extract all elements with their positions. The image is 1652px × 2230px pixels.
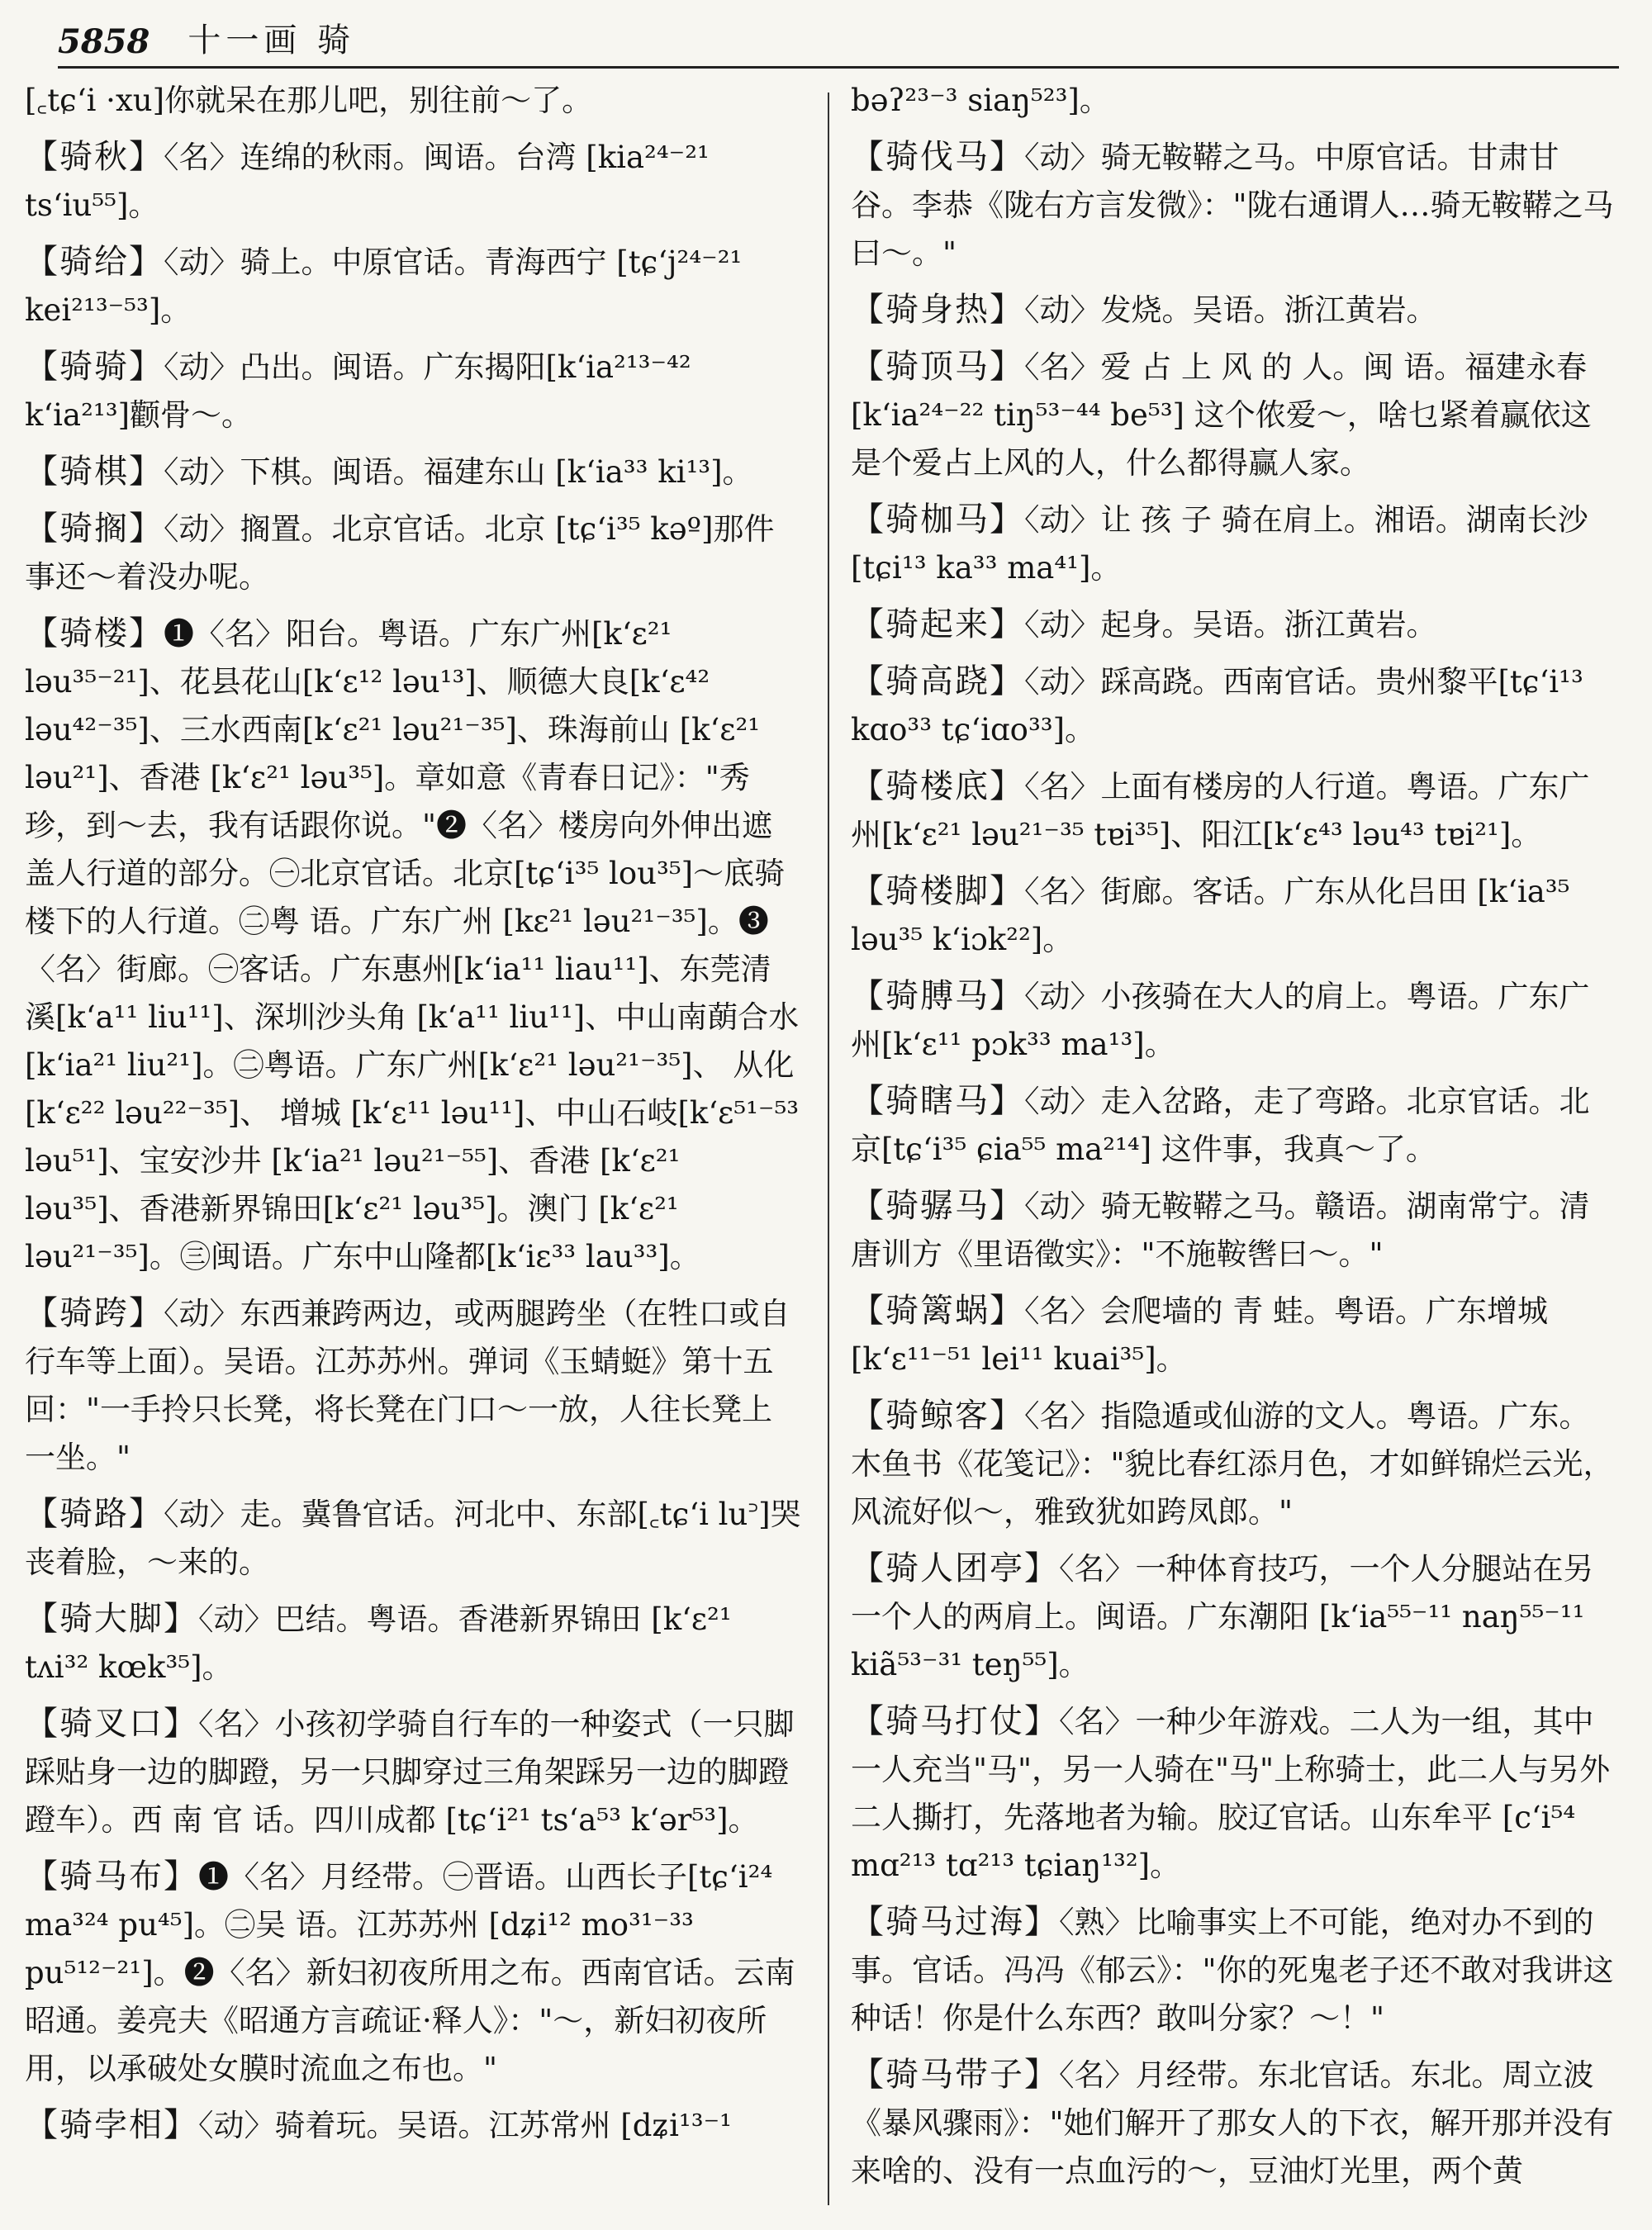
dictionary-entry <box>25 238 801 334</box>
entry-headword: 【骑楼脚】 <box>851 872 1024 910</box>
column-divider <box>828 93 829 2205</box>
entry-headword: 【骑路】 <box>25 1495 164 1533</box>
entry-headword: 【骑搁】 <box>25 510 164 548</box>
entry-headword: 【骑楼】 <box>25 614 164 652</box>
dictionary-entry <box>851 1697 1619 1890</box>
entry-text: 〈动〉东西兼跨两边，或两腿跨坐（在牲口或自行车等上面）。吴语。江苏苏州。弹词《玉蜻蜓》第十五回："一手拎只长凳，将长凳在门口～一放，人往长凳上一坐。" <box>25 1296 790 1475</box>
entry-text: 〈动〉踩高跷。西南官话。贵州黎平[tɕʻi¹³ kɑo³³ tɕʻiɑo³³]。 <box>851 664 1583 747</box>
entry-headword: 【骑秋】 <box>25 138 164 176</box>
dictionary-entry <box>851 343 1619 487</box>
entry-text: 〈名〉月经带。东北官话。东北。周立波《暴风骤雨》："她们解开了那女人的下衣，解开那并没有来啥的、没有一点血污的～，豆油灯光里，两个黄 <box>851 2057 1614 2189</box>
entry-text: ❶〈名〉月经带。㊀晋语。山西长子[tɕʻi²⁴ ma³²⁴ pu⁴⁵]。㊁吴 语。江苏苏州 [dʑi¹² mo³¹⁻³³ pu⁵¹²⁻²¹]。❷〈名〉新妇初夜所用之布。西南官话。云南昭通。姜亮夫《昭通方言疏证·释人》："～，新妇初夜所用，以承破处女膜时流血之布也。" <box>25 1859 795 2086</box>
entry-text: 〈动〉让 孩 子 骑在肩上。湘语。湖南长沙[tɕi¹³ ka³³ ma⁴¹]。 <box>851 502 1588 586</box>
entry-headword: 【骑伐马】 <box>851 138 1024 176</box>
entry-headword: 【骑马打仗】 <box>851 1702 1059 1740</box>
dictionary-entry <box>851 600 1619 649</box>
entry-text: 〈名〉一种少年游戏。二人为一组，其中一人充当"马"，另一人骑在"马"上称骑士，此二人与另外二人撕打，先落地者为输。胶辽官话。山东牟平 [cʻi⁵⁴ mɑ²¹³ tɑ²¹³ tɕiaŋ¹³²]。 <box>851 1704 1611 1883</box>
entry-headword: 【骑棋】 <box>25 453 164 491</box>
entry-text: 〈动〉搁置。北京官话。北京 [tɕʻi³⁵ kəº]那件事还～着没办呢。 <box>25 511 775 595</box>
entry-headword: 【骑起来】 <box>851 605 1024 643</box>
section-title: 十一画 骑 <box>188 21 356 59</box>
dictionary-entry <box>25 133 801 230</box>
entry-headword: 【骑枷马】 <box>851 501 1024 539</box>
entry-text: 〈动〉下棋。闽语。福建东山 [kʻia³³ ki¹³]。 <box>164 454 753 490</box>
entry-text: 〈名〉指隐遁或仙游的文人。粤语。广东。木鱼书《花笺记》："貌比春红添月色，才如鲜锦烂云光，风流好似～，雅致犹如跨凤郎。" <box>851 1398 1614 1530</box>
entry-text: 〈熟〉比喻事实上不可能，绝对办不到的事。官话。冯冯《郁云》："你的死鬼老子还不敢对我讲这种话！你是什么东西？敢叫分家？～！" <box>851 1905 1614 2036</box>
entry-text: 〈动〉凸出。闽语。广东揭阳[kʻia²¹³⁻⁴² kʻia²¹³]颧骨～。 <box>25 349 691 433</box>
entry-headword: 【骑楼底】 <box>851 767 1024 805</box>
dictionary-entry <box>25 610 801 1281</box>
entry-headword: 【骑人团亭】 <box>851 1549 1059 1587</box>
dictionary-entry <box>851 1182 1619 1279</box>
dictionary-entry <box>25 448 801 496</box>
entry-headword: 【骑叉口】 <box>25 1705 198 1743</box>
dictionary-entry <box>851 762 1619 859</box>
entry-text: 〈名〉会爬墙的 青 蛙。粤语。广东增城[kʻɛ¹¹⁻⁵¹ lei¹¹ kuai³⁵]。 <box>851 1293 1549 1377</box>
dictionary-entry <box>25 1490 801 1587</box>
entry-text: 〈名〉一种体育技巧，一个人分腿站在另一个人的两肩上。闽语。广东潮阳 [kʻia⁵⁵⁻¹¹ naŋ⁵⁵⁻¹¹ kiã⁵³⁻³¹ teŋ⁵⁵]。 <box>851 1551 1594 1682</box>
page-header <box>58 12 1619 69</box>
entry-text: 〈动〉巴结。粤语。香港新界锦田 [kʻɛ²¹ tʌi³² kœk³⁵]。 <box>25 1601 732 1685</box>
dictionary-entry <box>851 496 1619 592</box>
dictionary-entry <box>25 1853 801 2093</box>
entry-text: 〈名〉爱 占 上 风 的 人。闽 语。福建永春[kʻia²⁴⁻²² tiŋ⁵³⁻⁴⁴ be⁵³] 这个侬爱～，啥乜紧着赢依这是个爱占上风的人，什么都得赢人家。 <box>851 349 1592 481</box>
dictionary-entry <box>25 505 801 601</box>
entry-text: 〈动〉骑无鞍鞯之马。中原官话。甘肃甘谷。李恭《陇右方言发微》："陇右通谓人…骑无鞍鞯之马曰～。" <box>851 140 1614 271</box>
entry-headword: 【骑鲸客】 <box>851 1397 1024 1435</box>
dictionary-entry <box>851 1898 1619 2043</box>
dictionary-entry <box>851 133 1619 278</box>
entry-text: 〈名〉上面有楼房的人行道。粤语。广东广州[kʻɛ²¹ ləu²¹⁻³⁵ tɐi³⁵]、阳江[kʻɛ⁴³ ləu⁴³ tɐi²¹]。 <box>851 769 1590 852</box>
entry-headword: 【骑马过海】 <box>851 1903 1059 1941</box>
entry-headword: 【骑高跷】 <box>851 662 1024 700</box>
entry-headword: 【骑身热】 <box>851 291 1024 329</box>
entry-text: 〈动〉骑着玩。吴语。江苏常州 [dʑi¹³⁻¹ <box>198 2108 732 2143</box>
entry-headword: 【骑骑】 <box>25 348 164 386</box>
entry-headword: 【骑马布】 <box>25 1858 198 1896</box>
entry-text: 〈动〉小孩骑在大人的肩上。粤语。广东广州[kʻɛ¹¹ pɔk³³ ma¹³]。 <box>851 979 1590 1062</box>
entry-text: ❶〈名〉阳台。粤语。广东广州[kʻɛ²¹ ləu³⁵⁻²¹]、花县花山[kʻɛ¹² ləu¹³]、顺德大良[kʻɛ⁴² ləu⁴²⁻³⁵]、三水西南[kʻɛ²¹ ləu²¹⁻³⁵]、珠海前山 [kʻɛ²¹ ləu²¹]、香港 [kʻɛ²¹ ləu³⁵]。章如意《青春日记》："秀珍，到～去，我有话跟你说。"❷〈名〉楼房向外伸出遮盖人行道的部分。㊀北京官话。北京[tɕʻi³⁵ lou³⁵]～底骑楼下的人行道。㊁粤 语。广东广州 [kɛ²¹ ləu²¹⁻³⁵]。❸〈名〉街廊。㊀客话。广东惠州[kʻia¹¹ liau¹¹]、东莞清溪[kʻa¹¹ liu¹¹]、深圳沙头角 [kʻa¹¹ liu¹¹]、中山南蓢合水[kʻia²¹ liu²¹]。㊁粤语。广东广州[kʻɛ²¹ ləu²¹⁻³⁵]、 从化 [kʻɛ²² ləu²²⁻³⁵]、 增城 [kʻɛ¹¹ ləu¹¹]、中山石岐[kʻɛ⁵¹⁻⁵³ ləu⁵¹]、宝安沙井 [kʻia²¹ ləu²¹⁻⁵⁵]、香港 [kʻɛ²¹ ləu³⁵]、香港新界锦田[kʻɛ²¹ ləu³⁵]。澳门 [kʻɛ²¹ ləu²¹⁻³⁵]。㊂闽语。广东中山隆都[kʻiɛ³³ lau³³]。 <box>25 616 800 1274</box>
entry-headword: 【骑瞎马】 <box>851 1082 1024 1120</box>
dictionary-entry <box>851 1077 1619 1174</box>
dictionary-entry <box>851 867 1619 964</box>
dictionary-entry <box>851 286 1619 334</box>
dictionary-entry <box>851 972 1619 1069</box>
dictionary-entry <box>851 1392 1619 1536</box>
entry-headword: 【骑大脚】 <box>25 1600 198 1638</box>
dictionary-entry <box>25 343 801 439</box>
dictionary-entry <box>851 1287 1619 1383</box>
entry-text: 〈动〉骑无鞍鞯之马。赣语。湖南常宁。清唐训方《里语徵实》："不施鞍辔曰～。" <box>851 1189 1590 1272</box>
entry-text: 〈名〉连绵的秋雨。闽语。台湾 [kia²⁴⁻²¹ tsʻiu⁵⁵]。 <box>25 140 710 223</box>
page-number: 5858 <box>58 22 150 61</box>
dictionary-entry <box>25 2101 801 2150</box>
entry-headword: 【骑膊马】 <box>851 977 1024 1015</box>
dictionary-entry <box>25 1595 801 1691</box>
dictionary-entry <box>851 657 1619 754</box>
entry-headword: 【骑马带子】 <box>851 2056 1059 2094</box>
entry-headword: 【骑给】 <box>25 243 164 281</box>
entry-headword: 【骑篱蜗】 <box>851 1292 1024 1330</box>
dictionary-entry <box>851 76 1619 125</box>
entry-text: [꜀tɕʻi ·xu]你就呆在那儿吧，别往前～了。 <box>25 83 593 118</box>
entry-headword: 【骑跨】 <box>25 1294 164 1332</box>
entry-headword: 【骑孛相】 <box>25 2106 198 2144</box>
entry-text: bəʔ²³⁻³ siaŋ⁵²³]。 <box>851 83 1110 118</box>
dictionary-entry <box>851 2051 1619 2195</box>
right-column <box>851 76 1619 2230</box>
entry-text: 〈动〉起身。吴语。浙江黄岩。 <box>1024 607 1437 643</box>
entry-text: 〈名〉小孩初学骑自行车的一种姿式（一只脚踩贴身一边的脚蹬，另一只脚穿过三角架踩另一边的脚蹬蹬车）。西 南 官 话。四川成都 [tɕʻi²¹ tsʻa⁵³ kʻər⁵³]。 <box>25 1706 795 1838</box>
entry-text: 〈动〉骑上。中原官话。青海西宁 [tɕʻj²⁴⁻²¹ kei²¹³⁻⁵³]。 <box>25 244 743 328</box>
left-column <box>25 76 801 2230</box>
dictionary-entry <box>25 1700 801 1844</box>
dictionary-entry <box>851 1544 1619 1689</box>
entry-headword: 【骑骣马】 <box>851 1187 1024 1225</box>
entry-text: 〈动〉走入岔路，走了弯路。北京官话。北京[tɕʻi³⁵ ɕia⁵⁵ ma²¹⁴] 这件事，我真～了。 <box>851 1084 1590 1167</box>
dictionary-entry <box>25 1289 801 1482</box>
entry-text: 〈动〉发烧。吴语。浙江黄岩。 <box>1024 292 1437 328</box>
entry-headword: 【骑顶马】 <box>851 348 1024 386</box>
entry-text: 〈名〉街廊。客话。广东从化吕田 [kʻia³⁵ ləu³⁵ kʻiɔk²²]。 <box>851 874 1570 957</box>
entry-text: 〈动〉走。冀鲁官话。河北中、东部[꜀tɕʻi lu꜄]哭丧着脸，～来的。 <box>25 1497 801 1580</box>
dictionary-entry <box>25 76 801 125</box>
